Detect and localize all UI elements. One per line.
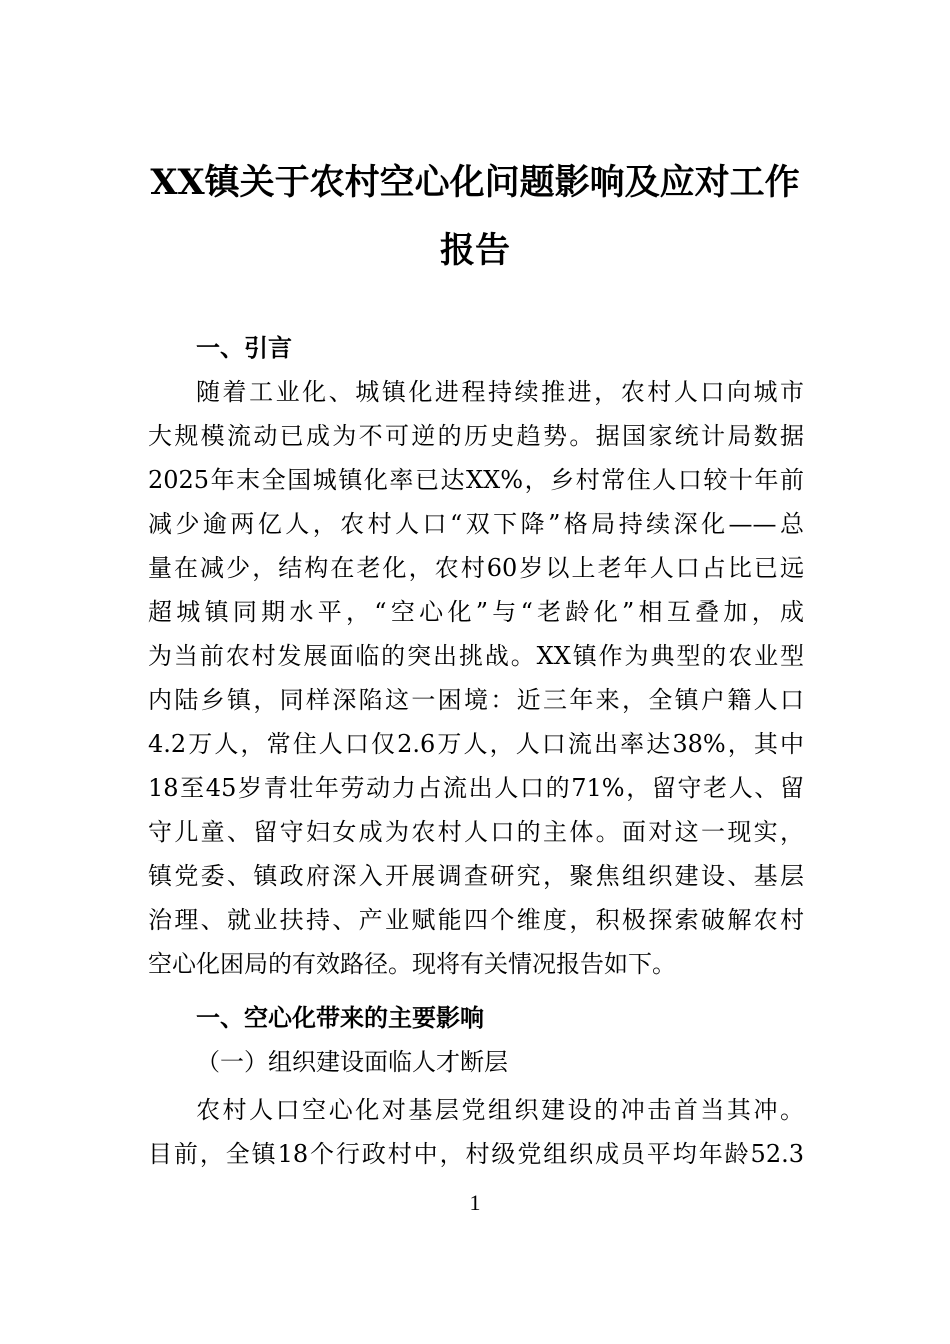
paragraph-line: 超城镇同期水平，“空心化”与“老龄化”相互叠加，成 <box>148 598 804 626</box>
paragraph-line: 量在减少，结构在老化，农村60岁以上老年人口占比已远 <box>148 554 804 582</box>
paragraph-line: 内陆乡镇，同样深陷这一困境：近三年来，全镇户籍人口 <box>148 686 804 714</box>
paragraph-line: 守儿童、留守妇女成为农村人口的主体。面对这一现实， <box>148 818 804 846</box>
section-heading-intro: 一、引言 <box>196 334 292 362</box>
paragraph-line: 大规模流动已成为不可逆的历史趋势。据国家统计局数据 <box>148 422 804 450</box>
paragraph-line: 4.2万人，常住人口仅2.6万人，人口流出率达38%，其中 <box>148 730 804 758</box>
paragraph-line: 随着工业化、城镇化进程持续推进，农村人口向城市 <box>196 378 804 406</box>
paragraph-line: 治理、就业扶持、产业赋能四个维度，积极探索破解农村 <box>148 906 804 934</box>
paragraph-line: 减少逾两亿人，农村人口“双下降”格局持续深化——总 <box>148 510 804 538</box>
paragraph-line: 18至45岁青壮年劳动力占流出人口的71%，留守老人、留 <box>148 774 804 802</box>
paragraph-line: 为当前农村发展面临的突出挑战。XX镇作为典型的农业型 <box>148 642 804 670</box>
paragraph-line: 目前，全镇18个行政村中，村级党组织成员平均年龄52.3 <box>148 1140 804 1168</box>
document-title-line-2: 报告 <box>439 230 510 271</box>
subsection-heading-organization: （一）组织建设面临人才断层 <box>196 1048 508 1076</box>
paragraph-line: 农村人口空心化对基层党组织建设的冲击首当其冲。 <box>196 1096 804 1124</box>
document-title-line-1: XX镇关于农村空心化问题影响及应对工作 <box>150 162 800 203</box>
section-heading-impacts: 一、空心化带来的主要影响 <box>196 1004 484 1032</box>
page-number: 1 <box>469 1190 481 1215</box>
paragraph-line: 2025年末全国城镇化率已达XX%，乡村常住人口较十年前 <box>148 466 804 494</box>
paragraph-line: 空心化困局的有效路径。现将有关情况报告如下。 <box>148 950 676 978</box>
paragraph-line: 镇党委、镇政府深入开展调查研究，聚焦组织建设、基层 <box>148 862 804 890</box>
